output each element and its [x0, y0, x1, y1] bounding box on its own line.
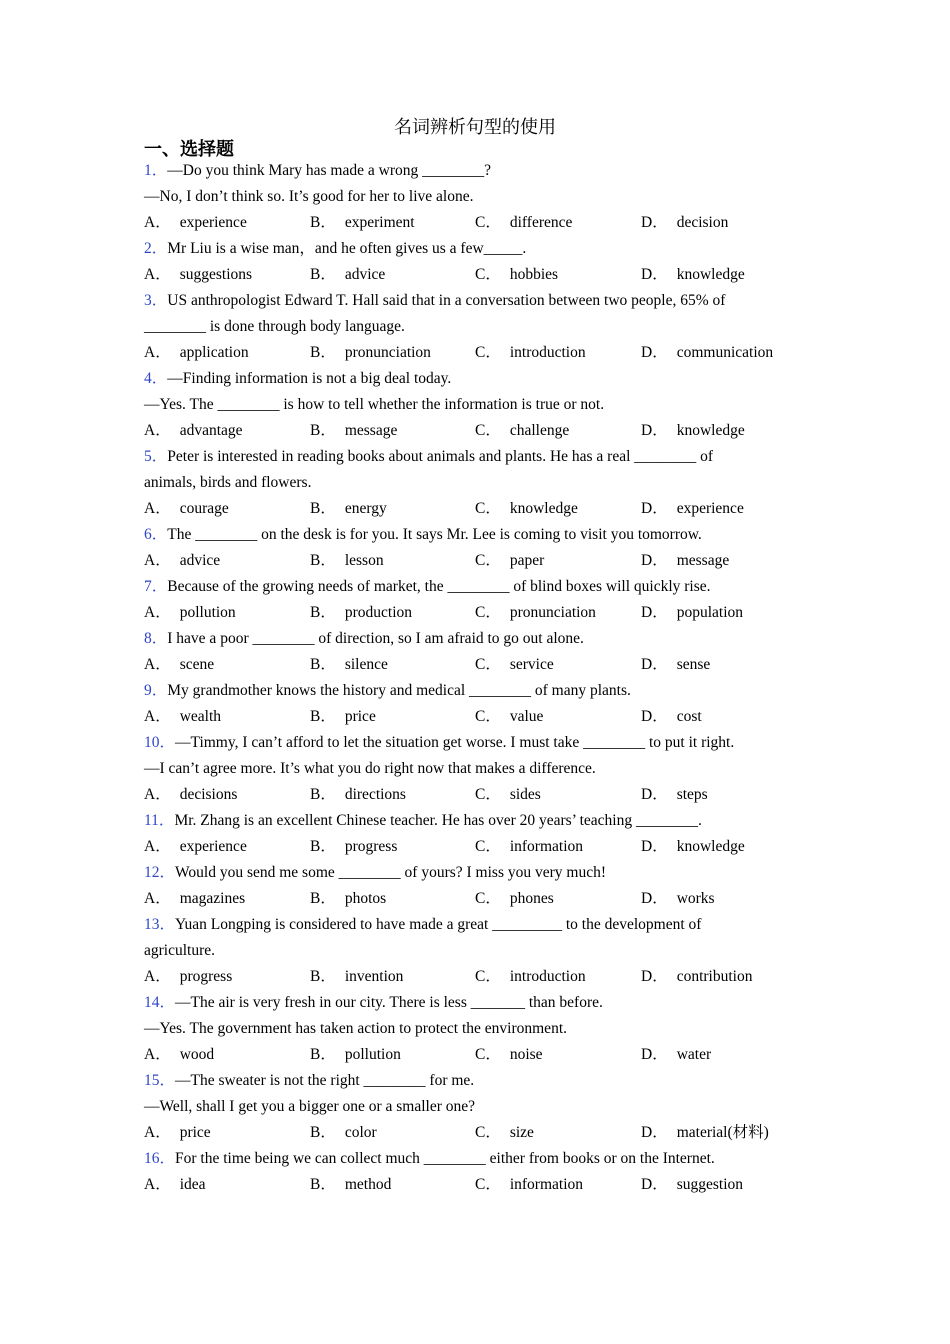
question-item — [144, 1068, 794, 1146]
option-c[interactable] — [475, 1042, 543, 1068]
question-text: —Timmy, I can’t afford to let the situation get worse. I must take ________ to put it right. — [175, 734, 735, 751]
option-letter: B． — [310, 1176, 336, 1193]
option-a[interactable] — [144, 340, 249, 366]
option-letter: C． — [475, 1046, 501, 1063]
question-stem — [144, 288, 794, 314]
question-item — [144, 860, 794, 912]
question-line — [144, 470, 794, 496]
option-letter: B． — [310, 838, 336, 855]
question-text: Because of the growing needs of market, the ________ of blind boxes will quickly rise. — [167, 578, 711, 595]
question-item — [144, 236, 794, 288]
option-letter: B． — [310, 500, 336, 517]
question-stem — [144, 1146, 794, 1172]
question-number: 13． — [144, 916, 176, 933]
option-text: hobbies — [509, 266, 559, 283]
option-d[interactable] — [641, 652, 710, 678]
option-text: photos — [344, 890, 387, 907]
question-item — [144, 1146, 794, 1198]
question-line — [144, 314, 794, 340]
option-b[interactable] — [310, 340, 431, 366]
option-letter: C． — [475, 214, 501, 231]
option-letter: D． — [641, 1124, 668, 1141]
option-d[interactable] — [641, 340, 773, 366]
option-a[interactable] — [144, 418, 243, 444]
option-b[interactable] — [310, 704, 376, 730]
option-letter: A． — [144, 266, 171, 283]
question-line — [144, 756, 794, 782]
option-text: idea — [179, 1176, 206, 1193]
question-item — [144, 288, 794, 366]
option-text: message — [344, 422, 398, 439]
option-letter: A． — [144, 500, 171, 517]
option-d[interactable] — [641, 496, 744, 522]
option-text: paper — [509, 552, 545, 569]
question-text: —Finding information is not a big deal today. — [167, 370, 452, 387]
question-text: agriculture. — [144, 942, 216, 959]
option-letter: A． — [144, 422, 171, 439]
option-text: information — [509, 838, 584, 855]
option-letter: D． — [641, 214, 668, 231]
question-item — [144, 678, 794, 730]
option-letter: D． — [641, 890, 668, 907]
option-text: courage — [179, 500, 229, 517]
option-letter: A． — [144, 968, 171, 985]
option-letter: C． — [475, 708, 501, 725]
question-text: Yuan Longping is considered to have made a great _________ to the development of — [175, 916, 702, 933]
option-text: production — [344, 604, 412, 621]
option-b[interactable] — [310, 496, 387, 522]
question-text: —I can’t agree more. It’s what you do right now that makes a difference. — [144, 760, 596, 777]
question-item — [144, 366, 794, 444]
option-letter: D． — [641, 266, 668, 283]
option-letter: C． — [475, 786, 501, 803]
option-c[interactable] — [475, 652, 554, 678]
option-text: introduction — [509, 344, 586, 361]
question-text: Mr Liu is a wise man，and he often gives us a few_____. — [167, 240, 527, 257]
question-item — [144, 522, 794, 574]
question-stem — [144, 574, 794, 600]
option-text: introduction — [509, 968, 586, 985]
option-d[interactable] — [641, 1042, 711, 1068]
question-number: 4． — [144, 370, 168, 387]
option-d[interactable] — [641, 886, 715, 912]
option-a[interactable] — [144, 886, 245, 912]
question-stem — [144, 626, 794, 652]
option-letter: C． — [475, 1176, 501, 1193]
option-b[interactable] — [310, 1120, 377, 1146]
option-letter: B． — [310, 890, 336, 907]
option-b[interactable] — [310, 600, 412, 626]
question-stem — [144, 366, 794, 392]
option-c[interactable] — [475, 262, 558, 288]
option-letter: B． — [310, 968, 336, 985]
options-row — [144, 1120, 794, 1146]
option-letter: D． — [641, 968, 668, 985]
option-text: lesson — [344, 552, 384, 569]
option-a[interactable] — [144, 964, 232, 990]
option-text: communication — [676, 344, 774, 361]
option-c[interactable] — [475, 496, 578, 522]
option-d[interactable] — [641, 964, 752, 990]
option-letter: B． — [310, 214, 336, 231]
option-letter: D． — [641, 838, 668, 855]
question-text: animals, birds and flowers. — [144, 474, 312, 491]
question-stem — [144, 860, 794, 886]
question-line — [144, 1094, 794, 1120]
option-d[interactable] — [641, 548, 729, 574]
options-row — [144, 1172, 794, 1198]
question-text: Peter is interested in reading books about animals and plants. He has a real ________ of — [167, 448, 714, 465]
option-b[interactable] — [310, 548, 384, 574]
option-text: advice — [179, 552, 221, 569]
question-item — [144, 444, 794, 522]
option-d[interactable] — [641, 1172, 743, 1198]
option-letter: B． — [310, 604, 336, 621]
option-letter: C． — [475, 344, 501, 361]
options-row — [144, 600, 794, 626]
option-text: phones — [509, 890, 554, 907]
options-row — [144, 210, 794, 236]
question-stem — [144, 990, 794, 1016]
option-a[interactable] — [144, 496, 229, 522]
option-text: wood — [179, 1046, 215, 1063]
option-text: works — [676, 890, 715, 907]
option-letter: C． — [475, 968, 501, 985]
option-text: advantage — [179, 422, 243, 439]
option-text: energy — [344, 500, 387, 517]
option-b[interactable] — [310, 210, 415, 236]
option-text: population — [676, 604, 744, 621]
question-text: Mr. Zhang is an excellent Chinese teacher. He has over 20 years’ teaching ________. — [174, 812, 702, 829]
question-text: —Yes. The government has taken action to protect the environment. — [144, 1020, 567, 1037]
options-row — [144, 652, 794, 678]
question-stem — [144, 912, 794, 938]
option-text: water — [676, 1046, 712, 1063]
option-text: price — [179, 1124, 211, 1141]
option-letter: D． — [641, 422, 668, 439]
question-stem — [144, 808, 794, 834]
option-letter: B． — [310, 344, 336, 361]
option-letter: D． — [641, 1046, 668, 1063]
options-row — [144, 262, 794, 288]
option-letter: C． — [475, 266, 501, 283]
option-letter: C． — [475, 604, 501, 621]
option-letter: C． — [475, 656, 501, 673]
option-a[interactable] — [144, 210, 247, 236]
options-row — [144, 964, 794, 990]
option-text: knowledge — [676, 422, 745, 439]
option-b[interactable] — [310, 262, 385, 288]
question-stem — [144, 678, 794, 704]
question-number: 2． — [144, 240, 168, 257]
section-heading: 一、选择题 — [144, 139, 234, 159]
option-letter: B． — [310, 552, 336, 569]
option-text: decisions — [179, 786, 238, 803]
option-letter: B． — [310, 1124, 336, 1141]
option-letter: C． — [475, 500, 501, 517]
question-number: 11． — [144, 812, 175, 829]
option-letter: D． — [641, 1176, 668, 1193]
question-number: 1． — [144, 162, 168, 179]
option-c[interactable] — [475, 600, 596, 626]
options-row — [144, 1042, 794, 1068]
option-d[interactable] — [641, 418, 745, 444]
option-c[interactable] — [475, 1120, 534, 1146]
option-text: silence — [344, 656, 388, 673]
option-text: noise — [509, 1046, 543, 1063]
option-text: application — [179, 344, 249, 361]
option-text: price — [344, 708, 376, 725]
option-letter: A． — [144, 552, 171, 569]
option-text: knowledge — [676, 266, 745, 283]
option-b[interactable] — [310, 964, 403, 990]
options-row — [144, 496, 794, 522]
option-a[interactable] — [144, 1172, 206, 1198]
option-a[interactable] — [144, 652, 214, 678]
question-stem — [144, 522, 794, 548]
option-text: cost — [676, 708, 702, 725]
option-d[interactable] — [641, 600, 743, 626]
question-number: 16． — [144, 1150, 176, 1167]
option-a[interactable] — [144, 704, 221, 730]
question-item — [144, 912, 794, 990]
option-a[interactable] — [144, 262, 252, 288]
option-text: experience — [179, 838, 247, 855]
option-text: size — [509, 1124, 534, 1141]
option-text: steps — [676, 786, 708, 803]
option-text: invention — [344, 968, 404, 985]
question-stem — [144, 730, 794, 756]
option-letter: D． — [641, 708, 668, 725]
options-row — [144, 704, 794, 730]
option-b[interactable] — [310, 1042, 401, 1068]
option-d[interactable] — [641, 1120, 769, 1146]
question-number: 7． — [144, 578, 168, 595]
options-row — [144, 782, 794, 808]
option-d[interactable] — [641, 704, 702, 730]
question-number: 5． — [144, 448, 168, 465]
option-letter: A． — [144, 786, 171, 803]
question-number: 8． — [144, 630, 168, 647]
options-row — [144, 548, 794, 574]
option-c[interactable] — [475, 210, 572, 236]
question-number: 12． — [144, 864, 176, 881]
question-stem — [144, 236, 794, 262]
option-text: suggestion — [676, 1176, 744, 1193]
option-text: wealth — [179, 708, 222, 725]
option-text: sense — [676, 656, 711, 673]
option-text: experiment — [344, 214, 415, 231]
question-stem — [144, 158, 794, 184]
option-letter: C． — [475, 838, 501, 855]
question-text: —No, I don’t think so. It’s good for her to live alone. — [144, 188, 474, 205]
question-text: —Do you think Mary has made a wrong ________? — [167, 162, 491, 179]
option-letter: A． — [144, 656, 171, 673]
option-a[interactable] — [144, 782, 237, 808]
question-number: 6． — [144, 526, 168, 543]
question-text: —The sweater is not the right ________ for me. — [175, 1072, 475, 1089]
option-a[interactable] — [144, 834, 247, 860]
option-b[interactable] — [310, 782, 406, 808]
question-text: My grandmother knows the history and medical ________ of many plants. — [167, 682, 631, 699]
option-text: challenge — [509, 422, 570, 439]
option-text: information — [509, 1176, 584, 1193]
option-b[interactable] — [310, 1172, 391, 1198]
option-text: experience — [179, 214, 247, 231]
options-row — [144, 418, 794, 444]
option-text: progress — [179, 968, 233, 985]
option-letter: D． — [641, 786, 668, 803]
option-d[interactable] — [641, 210, 728, 236]
option-letter: A． — [144, 890, 171, 907]
option-letter: B． — [310, 266, 336, 283]
question-item — [144, 158, 794, 236]
question-item — [144, 730, 794, 808]
option-letter: B． — [310, 786, 336, 803]
option-text: knowledge — [509, 500, 578, 517]
question-stem — [144, 1068, 794, 1094]
option-text: pronunciation — [344, 344, 431, 361]
option-text: scene — [179, 656, 215, 673]
option-c[interactable] — [475, 548, 544, 574]
options-row — [144, 834, 794, 860]
question-line — [144, 938, 794, 964]
question-item — [144, 626, 794, 678]
option-c[interactable] — [475, 782, 541, 808]
option-text: material(材料) — [676, 1124, 769, 1141]
question-line — [144, 184, 794, 210]
option-a[interactable] — [144, 548, 220, 574]
question-text: For the time being we can collect much ________ either from books or on the Internet. — [175, 1150, 715, 1167]
option-c[interactable] — [475, 964, 586, 990]
option-text: sides — [509, 786, 541, 803]
option-text: progress — [344, 838, 398, 855]
option-c[interactable] — [475, 1172, 583, 1198]
option-letter: A． — [144, 1046, 171, 1063]
option-letter: B． — [310, 708, 336, 725]
option-b[interactable] — [310, 834, 397, 860]
option-letter: B． — [310, 422, 336, 439]
option-d[interactable] — [641, 782, 708, 808]
option-letter: A． — [144, 344, 171, 361]
option-letter: C． — [475, 1124, 501, 1141]
question-number: 10． — [144, 734, 176, 751]
option-text: message — [676, 552, 730, 569]
option-b[interactable] — [310, 652, 388, 678]
option-letter: A． — [144, 214, 171, 231]
question-text: ________ is done through body language. — [144, 318, 405, 335]
option-text: contribution — [676, 968, 753, 985]
option-letter: B． — [310, 1046, 336, 1063]
option-text: experience — [676, 500, 744, 517]
option-text: color — [344, 1124, 377, 1141]
option-text: difference — [509, 214, 573, 231]
options-row — [144, 340, 794, 366]
option-letter: D． — [641, 500, 668, 517]
option-text: service — [509, 656, 554, 673]
option-text: pollution — [179, 604, 236, 621]
option-text: pronunciation — [509, 604, 596, 621]
option-text: advice — [344, 266, 386, 283]
option-d[interactable] — [641, 262, 745, 288]
question-list — [144, 158, 794, 1198]
option-c[interactable] — [475, 834, 583, 860]
option-c[interactable] — [475, 886, 554, 912]
question-text: US anthropologist Edward T. Hall said that in a conversation between two people, 65% of — [167, 292, 726, 309]
option-letter: A． — [144, 708, 171, 725]
option-text: knowledge — [676, 838, 745, 855]
option-text: directions — [344, 786, 406, 803]
question-text: I have a poor ________ of direction, so I am afraid to go out alone. — [167, 630, 584, 647]
option-text: magazines — [179, 890, 246, 907]
question-stem — [144, 444, 794, 470]
option-letter: A． — [144, 1176, 171, 1193]
option-letter: C． — [475, 422, 501, 439]
option-letter: D． — [641, 656, 668, 673]
question-text: The ________ on the desk is for you. It says Mr. Lee is coming to visit you tomorrow. — [167, 526, 702, 543]
page-title: 名词辨析句型的使用 — [394, 117, 556, 137]
option-d[interactable] — [641, 834, 745, 860]
option-c[interactable] — [475, 418, 569, 444]
question-number: 14． — [144, 994, 176, 1011]
question-item — [144, 574, 794, 626]
option-letter: D． — [641, 604, 668, 621]
question-number: 15． — [144, 1072, 176, 1089]
option-c[interactable] — [475, 704, 543, 730]
option-a[interactable] — [144, 600, 236, 626]
option-letter: D． — [641, 552, 668, 569]
question-text: Would you send me some ________ of yours? I miss you very much! — [175, 864, 606, 881]
question-text: —Well, shall I get you a bigger one or a smaller one? — [144, 1098, 476, 1115]
option-letter: D． — [641, 344, 668, 361]
question-number: 3． — [144, 292, 168, 309]
question-text: —Yes. The ________ is how to tell whether the information is true or not. — [144, 396, 605, 413]
option-text: value — [509, 708, 544, 725]
question-text: —The air is very fresh in our city. There is less _______ than before. — [175, 994, 603, 1011]
option-text: method — [344, 1176, 392, 1193]
option-a[interactable] — [144, 1120, 211, 1146]
option-a[interactable] — [144, 1042, 214, 1068]
question-item — [144, 990, 794, 1068]
option-letter: A． — [144, 604, 171, 621]
option-text: pollution — [344, 1046, 401, 1063]
question-line — [144, 1016, 794, 1042]
question-number: 9． — [144, 682, 168, 699]
option-letter: B． — [310, 656, 336, 673]
option-b[interactable] — [310, 418, 397, 444]
question-line — [144, 392, 794, 418]
option-text: decision — [676, 214, 729, 231]
option-letter: A． — [144, 838, 171, 855]
option-b[interactable] — [310, 886, 386, 912]
question-item — [144, 808, 794, 860]
option-letter: C． — [475, 552, 501, 569]
options-row — [144, 886, 794, 912]
option-c[interactable] — [475, 340, 586, 366]
option-letter: C． — [475, 890, 501, 907]
option-letter: A． — [144, 1124, 171, 1141]
option-text: suggestions — [179, 266, 253, 283]
